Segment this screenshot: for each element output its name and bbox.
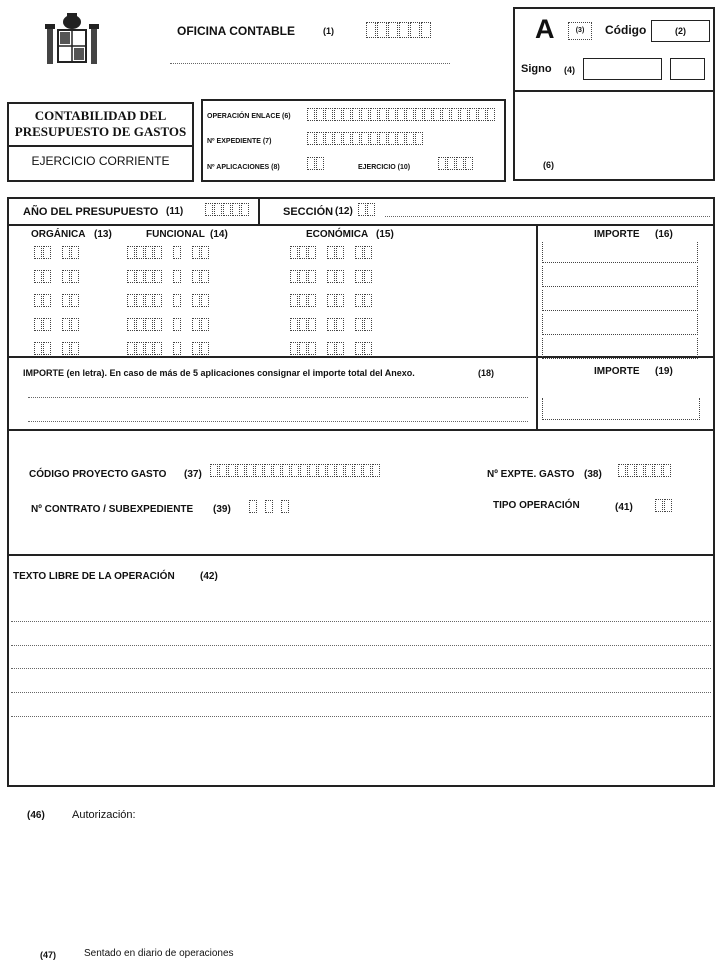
aplicacion-row-5-field[interactable] <box>192 342 209 355</box>
aplicacion-row-3-field[interactable] <box>192 294 209 307</box>
aplicacion-row-3-field[interactable] <box>62 294 79 307</box>
organica-label: ORGÁNICA <box>31 229 86 240</box>
sentado-label: Sentado en diario de operaciones <box>84 948 234 959</box>
aplicacion-row-1-field[interactable] <box>355 246 372 259</box>
importe-num: (16) <box>655 229 673 240</box>
anio-num: (11) <box>166 206 184 217</box>
seccion-num: (12) <box>335 206 353 217</box>
aplicacion-row-5-field[interactable] <box>290 342 316 355</box>
texto-libre-line-2[interactable] <box>11 645 711 646</box>
autorizacion-label: Autorización: <box>72 809 136 821</box>
aplicaciones-field[interactable] <box>307 157 324 170</box>
aplicacion-row-4-field[interactable] <box>173 318 181 331</box>
codigo-field[interactable]: (2) <box>651 20 710 42</box>
texto-libre-num: (42) <box>200 571 218 582</box>
importe-total-field[interactable] <box>542 398 700 420</box>
aplicacion-row-2-field[interactable] <box>173 270 181 283</box>
importe-row-4-field[interactable] <box>542 314 698 335</box>
codigo-label: Código <box>605 23 647 37</box>
aplicacion-row-2-field[interactable] <box>127 270 162 283</box>
autorizacion-num: (46) <box>27 810 45 821</box>
aplicacion-row-1-field[interactable] <box>290 246 316 259</box>
texto-libre-line-4[interactable] <box>11 692 711 693</box>
aplicacion-row-1-field[interactable] <box>327 246 344 259</box>
aplicacion-row-1-field[interactable] <box>34 246 51 259</box>
texto-libre-line-5[interactable] <box>11 716 711 717</box>
oficina-contable-label: OFICINA CONTABLE <box>177 24 295 38</box>
field-6-num: (6) <box>543 160 554 170</box>
aplicacion-row-4-field[interactable] <box>290 318 316 331</box>
expediente-label: Nº EXPEDIENTE (7) <box>207 138 272 145</box>
expte-gasto-field[interactable] <box>618 464 671 477</box>
oficina-contable-field[interactable] <box>366 22 431 38</box>
codigo-proyecto-field[interactable] <box>210 464 380 477</box>
aplicacion-row-2-field[interactable] <box>290 270 316 283</box>
funcional-num: (14) <box>210 229 228 240</box>
contrato-label: Nº CONTRATO / SUBEXPEDIENTE <box>31 504 194 515</box>
ejercicio-label: EJERCICIO (10) <box>358 164 411 171</box>
aplicacion-row-3-field[interactable] <box>355 294 372 307</box>
aplicacion-row-5-field[interactable] <box>127 342 162 355</box>
tipo-operacion-num: (41) <box>615 502 633 513</box>
aplicacion-row-2-field[interactable] <box>355 270 372 283</box>
aplicacion-row-3-field[interactable] <box>327 294 344 307</box>
aplicacion-row-3-field[interactable] <box>290 294 316 307</box>
importe-letra-label: IMPORTE (en letra). En caso de más de 5 aplicaciones consignar el importe total del Anexo. <box>23 368 415 378</box>
texto-libre-line-3[interactable] <box>11 668 711 669</box>
codigo-proyecto-num: (37) <box>184 469 202 480</box>
economica-num: (15) <box>376 229 394 240</box>
aplicacion-row-2-field[interactable] <box>62 270 79 283</box>
operacion-enlace-label: OPERACIÓN ENLACE (6) <box>207 113 291 120</box>
aplicacion-row-1-field[interactable] <box>192 246 209 259</box>
anio-presupuesto-field[interactable] <box>205 203 249 216</box>
codigo-proyecto-label: CÓDIGO PROYECTO GASTO <box>29 469 167 480</box>
operacion-enlace-field[interactable] <box>307 108 495 121</box>
ejercicio-field[interactable] <box>438 157 473 170</box>
aplicacion-row-4-field[interactable] <box>355 318 372 331</box>
aplicacion-row-5-field[interactable] <box>355 342 372 355</box>
aplicacion-row-4-field[interactable] <box>192 318 209 331</box>
expte-gasto-label: Nº EXPTE. GASTO <box>487 469 575 480</box>
texto-libre-line-1[interactable] <box>11 621 711 622</box>
contrato-num: (39) <box>213 504 231 515</box>
aplicacion-row-2-field[interactable] <box>327 270 344 283</box>
importe-letra-line-1[interactable] <box>28 397 528 398</box>
box-3: (3) <box>568 22 592 40</box>
aplicacion-row-3-field[interactable] <box>173 294 181 307</box>
seccion-label: SECCIÓN <box>283 206 334 218</box>
signo-field-2[interactable] <box>670 58 705 80</box>
seccion-field[interactable] <box>358 203 375 216</box>
importe-row-2-field[interactable] <box>542 266 698 287</box>
aplicacion-row-4-field[interactable] <box>34 318 51 331</box>
funcional-label: FUNCIONAL <box>146 229 205 240</box>
importe-label: IMPORTE <box>594 229 640 240</box>
importe-letra-line-2[interactable] <box>28 421 528 422</box>
aplicacion-row-1-field[interactable] <box>127 246 162 259</box>
signo-field[interactable] <box>583 58 662 80</box>
aplicacion-row-4-field[interactable] <box>62 318 79 331</box>
aplicacion-row-3-field[interactable] <box>127 294 162 307</box>
signo-label: Signo <box>521 63 552 75</box>
oficina-num: (1) <box>323 26 334 36</box>
importe-letra-num: (18) <box>478 368 495 378</box>
aplicacion-row-4-field[interactable] <box>127 318 162 331</box>
importe-total-label: IMPORTE <box>594 366 640 377</box>
aplicacion-row-3-field[interactable] <box>34 294 51 307</box>
importe-row-3-field[interactable] <box>542 290 698 311</box>
aplicacion-row-1-field[interactable] <box>173 246 181 259</box>
expediente-field[interactable] <box>307 132 423 145</box>
aplicacion-row-1-field[interactable] <box>62 246 79 259</box>
aplicacion-row-5-field[interactable] <box>62 342 79 355</box>
tipo-operacion-field[interactable] <box>655 499 672 512</box>
organica-num: (13) <box>94 229 112 240</box>
aplicacion-row-5-field[interactable] <box>34 342 51 355</box>
title-line-2: PRESUPUESTO DE GASTOS <box>14 124 187 139</box>
sentado-num: (47) <box>40 950 57 960</box>
document-letter: A <box>535 14 555 44</box>
aplicacion-row-5-field[interactable] <box>327 342 344 355</box>
aplicacion-row-5-field[interactable] <box>173 342 181 355</box>
contrato-field[interactable] <box>249 500 289 513</box>
aplicacion-row-4-field[interactable] <box>327 318 344 331</box>
tipo-operacion-label: TIPO OPERACIÓN <box>493 500 580 511</box>
ejercicio-corriente-label: EJERCICIO CORRIENTE <box>31 154 170 168</box>
title-line-1: CONTABILIDAD DEL <box>34 108 167 123</box>
coat-of-arms-emblem <box>44 10 100 68</box>
importe-total-num: (19) <box>655 366 673 377</box>
aplicacion-row-2-field[interactable] <box>192 270 209 283</box>
signo-num: (4) <box>564 65 575 75</box>
expte-gasto-num: (38) <box>584 469 602 480</box>
aplicacion-row-2-field[interactable] <box>34 270 51 283</box>
texto-libre-label: TEXTO LIBRE DE LA OPERACIÓN <box>13 571 175 582</box>
importe-row-1-field[interactable] <box>542 242 698 263</box>
economica-label: ECONÓMICA <box>306 229 369 240</box>
importe-row-5-field[interactable] <box>542 338 698 359</box>
anio-presupuesto-label: AÑO DEL PRESUPUESTO <box>23 206 159 218</box>
aplicaciones-label: Nº APLICACIONES (8) <box>207 164 280 171</box>
